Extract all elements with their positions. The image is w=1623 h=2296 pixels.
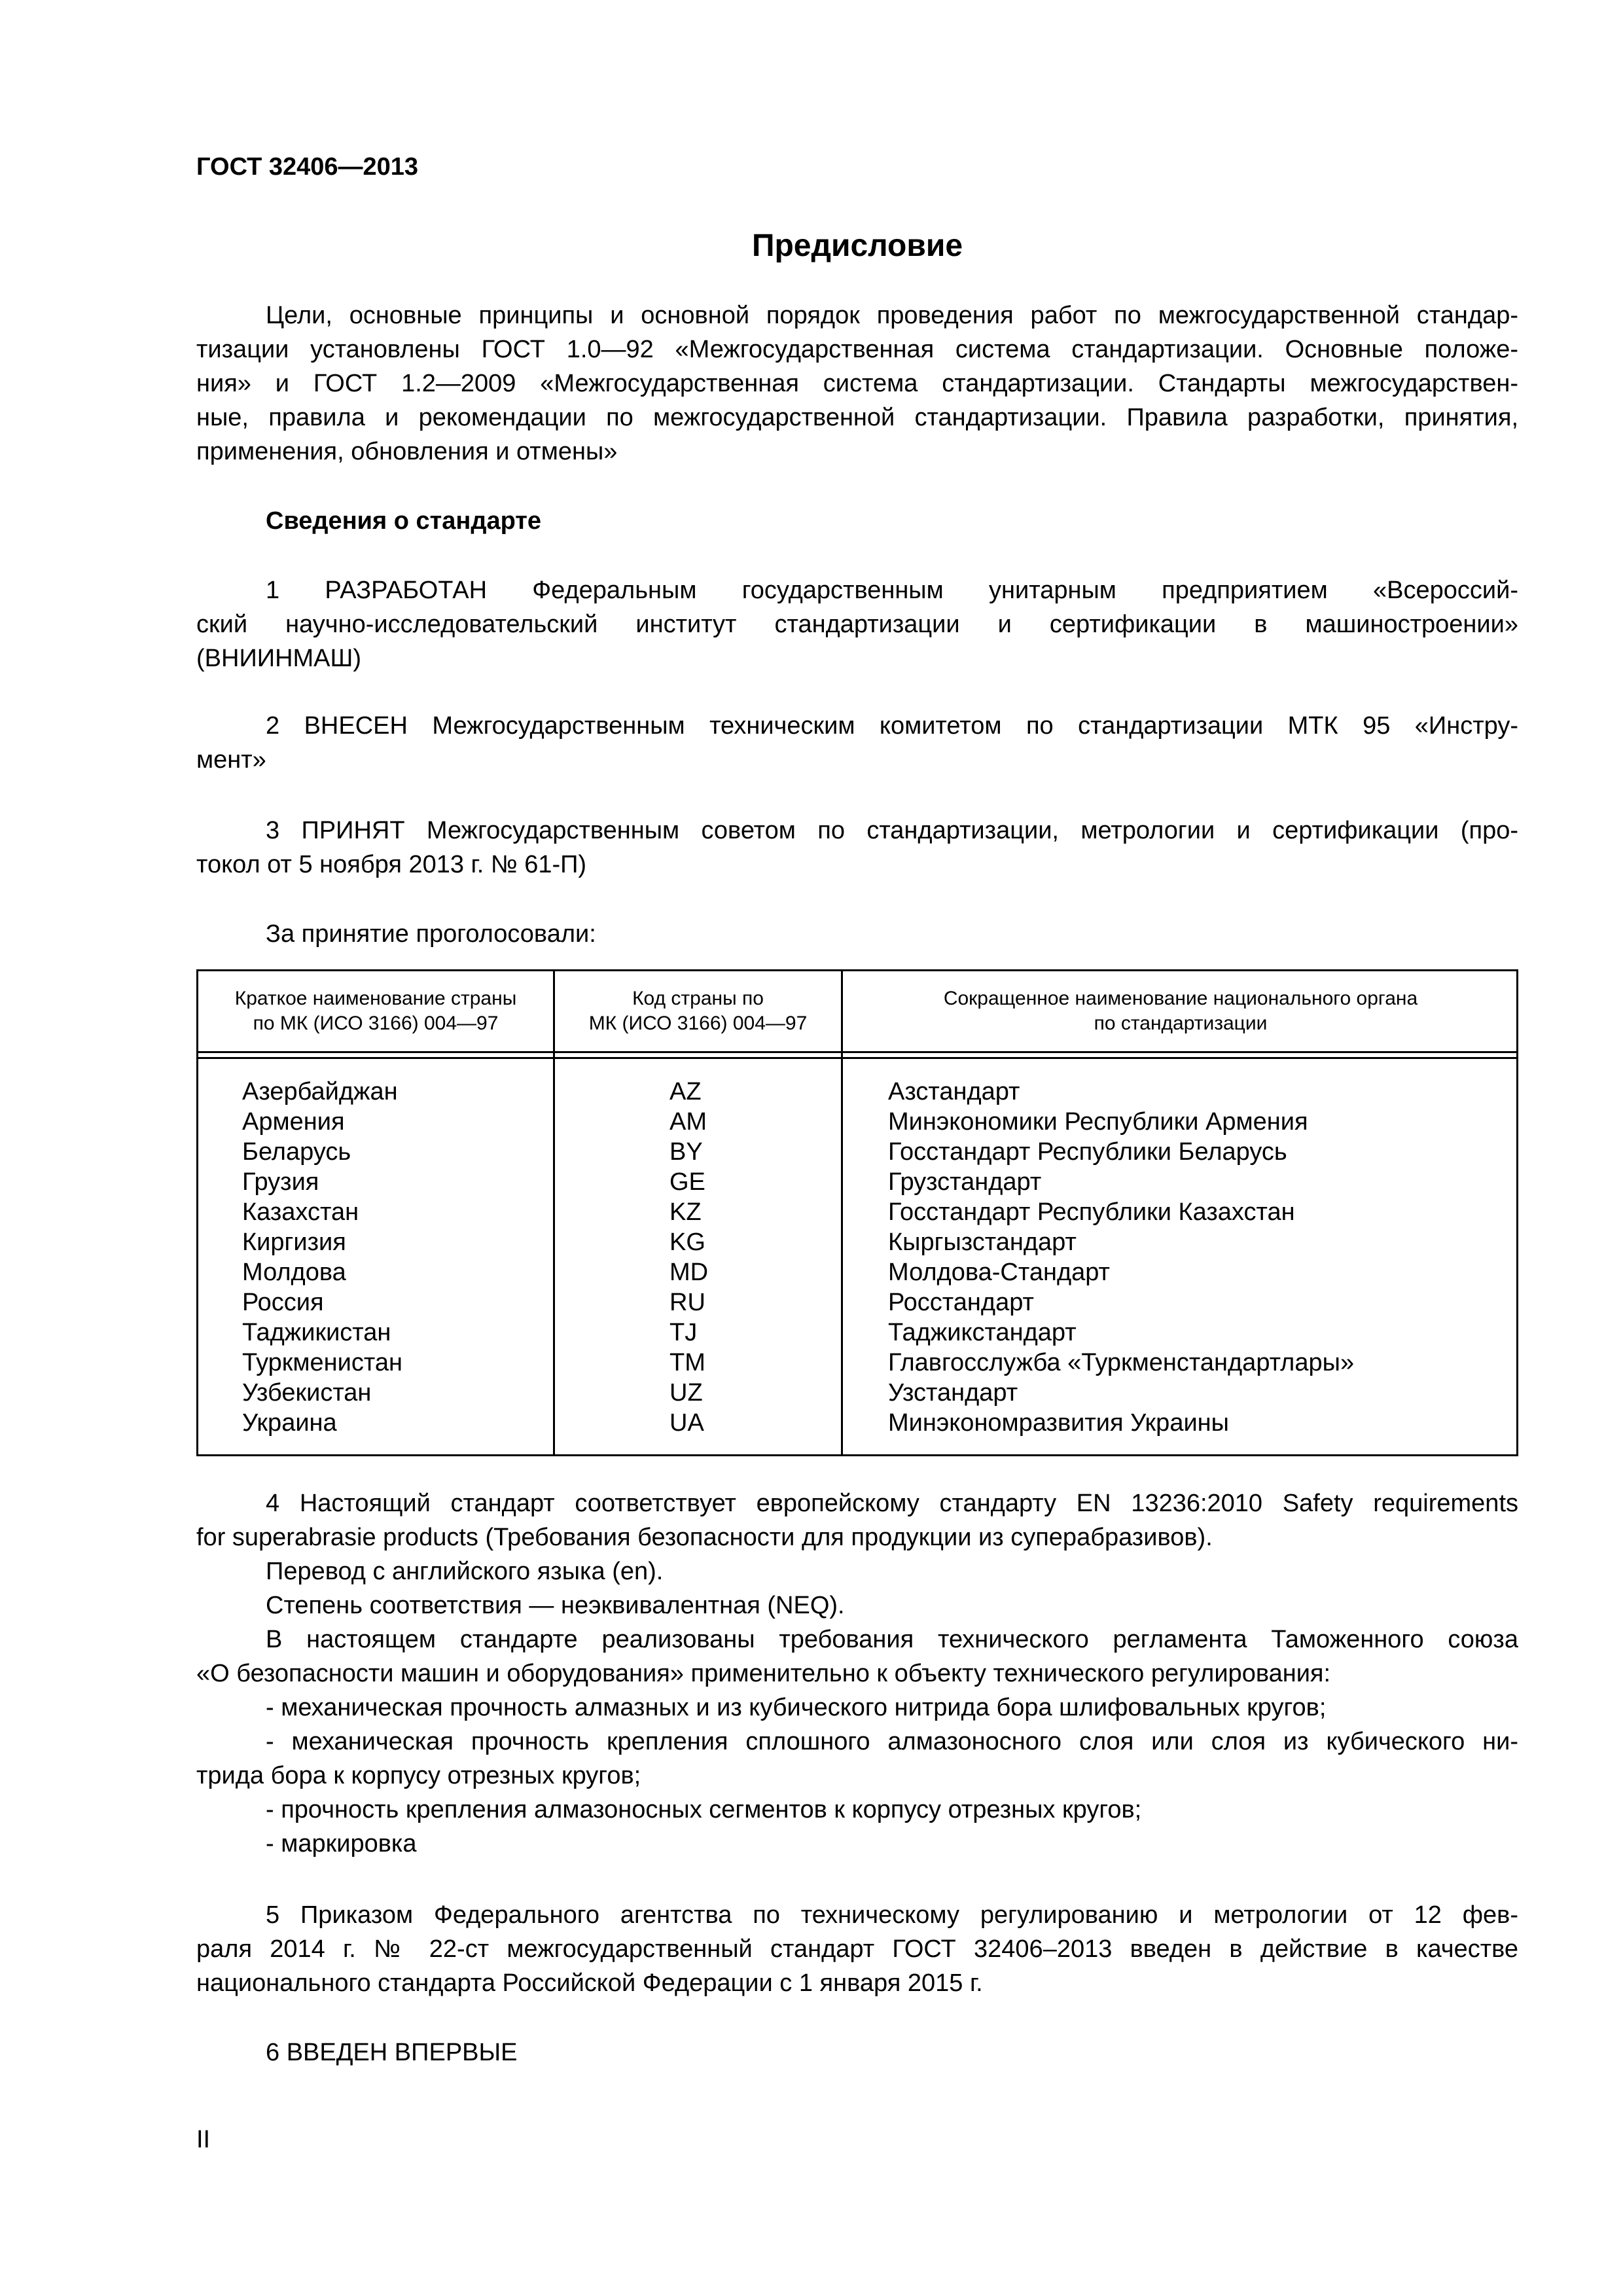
item-1-developed — [196, 573, 1518, 675]
country-name: Таджикистан — [242, 1319, 391, 1346]
standards-body: Главгосслужба «Туркменстандартлары» — [888, 1349, 1355, 1376]
text-line: токол от 5 ноября 2013 г. № 61-П) — [196, 851, 587, 878]
voting-countries-table — [196, 969, 1518, 1456]
standards-body: Узстандарт — [888, 1379, 1018, 1407]
text-line: В настоящем стандарте реализованы требования технического регламента Таможенного союза — [266, 1626, 1518, 1653]
country-code: AZ — [669, 1078, 702, 1105]
text-line: Перевод с английского языка (en). — [266, 1558, 664, 1585]
text-line: (ВНИИНМАШ) — [196, 645, 361, 672]
text-line: 1 РАЗРАБОТАН Федеральным государственным унитарным предприятием «Всероссий- — [266, 577, 1518, 604]
text-line: применения, обновления и отмены» — [196, 438, 618, 465]
country-name: Беларусь — [242, 1138, 351, 1166]
standards-body: Минэкономразвития Украины — [888, 1409, 1229, 1437]
country-name: Азербайджан — [242, 1078, 398, 1105]
country-name: Армения — [242, 1108, 345, 1136]
country-code: KG — [669, 1229, 705, 1256]
standards-body: Грузстандарт — [888, 1168, 1042, 1196]
standards-body: Молдова-Стандарт — [888, 1259, 1110, 1286]
text-line: - прочность крепления алмазоносных сегментов к корпусу отрезных кругов; — [266, 1796, 1142, 1823]
page-title: Предисловие — [751, 228, 963, 263]
text-line: ные, правила и рекомендации по межгосударственной стандартизации. Правила разработки, принятия, — [196, 404, 1518, 431]
text-line: Цели, основные принципы и основной порядок проведения работ по межгосударственной стандар- — [266, 302, 1518, 329]
column-header-country: Краткое наименование страны по МК (ИСО 3166) 004—97 — [234, 988, 517, 1034]
text-line: 5 Приказом Федерального агентства по техническому регулированию и метрологии от 12 фев- — [266, 1901, 1518, 1929]
item-2-introduced — [196, 709, 1518, 777]
country-code: UA — [669, 1409, 704, 1437]
country-code: UZ — [669, 1379, 703, 1407]
country-code: TM — [669, 1349, 705, 1376]
country-name: Грузия — [242, 1168, 319, 1196]
text-line: for superabrasie products (Требования безопасности для продукции из суперабразивов). — [196, 1524, 1213, 1551]
intro-paragraph — [196, 298, 1518, 469]
country-code: KZ — [669, 1198, 702, 1226]
text-line: 4 Настоящий стандарт соответствует европейскому стандарту EN 13236:2010 Safety requirements — [266, 1490, 1518, 1517]
text-line: ский научно-исследовательский институт стандартизации и сертификации в машиностроении» — [196, 611, 1518, 638]
country-code: AM — [669, 1108, 707, 1136]
item-3-adopted — [196, 814, 1518, 882]
text-line: ния» и ГОСТ 1.2—2009 «Межгосударственная система стандартизации. Стандарты межгосударствен- — [196, 370, 1518, 397]
section-heading: Сведения о стандарте — [266, 507, 542, 535]
text-line: - маркировка — [266, 1830, 417, 1857]
text-line: Степень соответствия — неэквивалентная (NEQ). — [266, 1592, 845, 1619]
text-line: трида бора к корпусу отрезных кругов; — [196, 1762, 641, 1789]
country-name: Киргизия — [242, 1229, 346, 1256]
page-number: II — [196, 2126, 211, 2153]
text-line: раля 2014 г. № 22-ст межгосударственный стандарт ГОСТ 32406–2013 введен в действие в качестве — [196, 1935, 1518, 1963]
text-line: мент» — [196, 746, 266, 774]
standards-body: Кыргызстандарт — [888, 1229, 1077, 1256]
country-name: Казахстан — [242, 1198, 359, 1226]
voted-label: За принятие проголосовали: — [266, 920, 596, 948]
standards-body: Госстандарт Республики Беларусь — [888, 1138, 1287, 1166]
country-code: MD — [669, 1259, 709, 1286]
text-line: - механическая прочность крепления сплошного алмазоносного слоя или слоя из кубического ни- — [266, 1728, 1518, 1755]
document-header: ГОСТ 32406—2013 — [196, 153, 419, 181]
column-header-body: Сокращенное наименование национального органа по стандартизации — [943, 988, 1418, 1034]
item-6-first-introduced: 6 ВВЕДЕН ВПЕРВЫЕ — [266, 2039, 518, 2066]
standards-body: Азстандарт — [888, 1078, 1020, 1105]
text-line: национального стандарта Российской Федерации с 1 января 2015 г. — [196, 1969, 983, 1997]
text-line: 3 ПРИНЯТ Межгосударственным советом по стандартизации, метрологии и сертификации (про- — [266, 817, 1518, 844]
country-name: Узбекистан — [242, 1379, 372, 1407]
country-name: Россия — [242, 1289, 324, 1316]
standards-body: Госстандарт Республики Казахстан — [888, 1198, 1295, 1226]
standards-body: Таджикстандарт — [888, 1319, 1077, 1346]
item-5-order — [196, 1898, 1518, 2000]
standards-body: Минэкономики Республики Армения — [888, 1108, 1308, 1136]
country-name: Молдова — [242, 1259, 346, 1286]
text-line: «О безопасности машин и оборудования» применительно к объекту технического регулирования: — [196, 1660, 1331, 1687]
country-name: Украина — [242, 1409, 337, 1437]
country-code: BY — [669, 1138, 703, 1166]
country-name: Туркменистан — [242, 1349, 402, 1376]
item-4-conformity — [196, 1486, 1518, 1861]
column-header-code: Код страны по МК (ИСО 3166) 004—97 — [588, 988, 808, 1034]
standards-body: Росстандарт — [888, 1289, 1034, 1316]
text-line: тизации установлены ГОСТ 1.0—92 «Межгосударственная система стандартизации. Основные положе- — [196, 336, 1518, 363]
country-code: TJ — [669, 1319, 698, 1346]
country-code: RU — [669, 1289, 705, 1316]
country-code: GE — [669, 1168, 705, 1196]
text-line: 2 ВНЕСЕН Межгосударственным техническим комитетом по стандартизации МТК 95 «Инстру- — [266, 712, 1518, 740]
text-line: - механическая прочность алмазных и из кубического нитрида бора шлифовальных кругов; — [266, 1694, 1327, 1721]
